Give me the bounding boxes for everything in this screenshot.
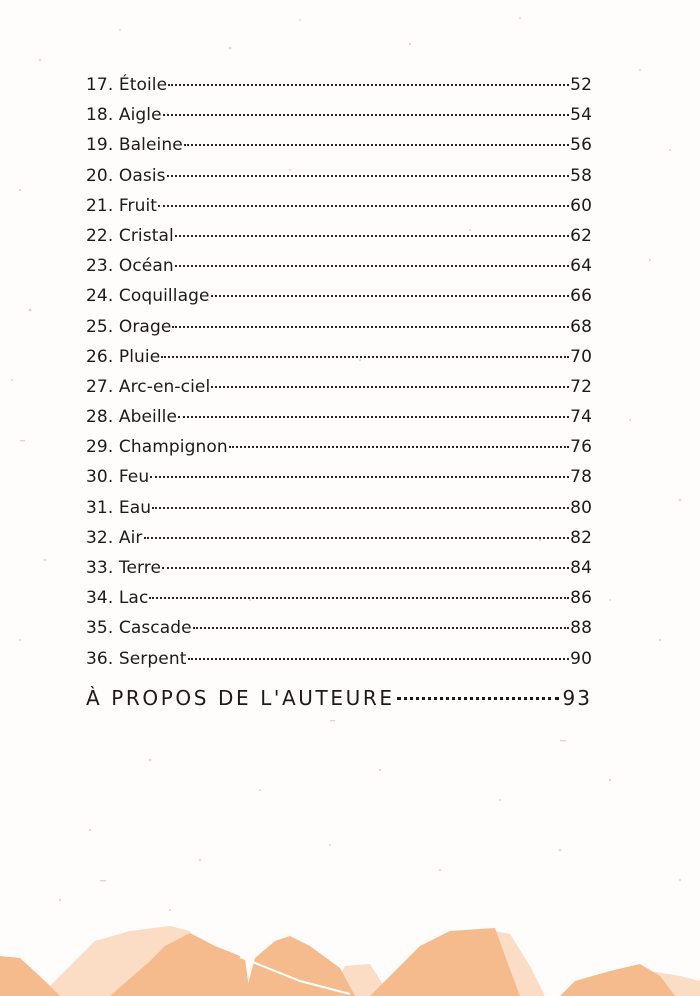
dot-leader [193,627,569,629]
dot-leader [167,175,570,177]
toc-entry-page: 76 [570,437,592,458]
toc-entry-title: 18. Aigle [86,105,162,126]
toc-entry[interactable] [86,462,592,492]
dot-leader [162,567,569,569]
toc-entry[interactable] [86,130,592,160]
dot-leader [229,446,569,448]
toc-entry[interactable] [86,523,592,553]
toc-entry[interactable] [86,312,592,342]
toc-entry-title: 32. Air [86,527,143,548]
toc-entry[interactable] [86,191,592,221]
toc-entry-title: 26. Pluie [86,346,161,367]
toc-entry-title: 19. Baleine [86,135,183,156]
dot-leader [161,356,569,358]
toc-entry-title: 36. Serpent [86,648,187,669]
toc-entry[interactable] [86,583,592,613]
toc-entry-page: 88 [570,618,592,639]
about-author-page: 93 [562,686,592,710]
dot-leader [211,295,570,297]
toc-entry-page: 66 [570,286,592,307]
toc-entry-page: 78 [570,467,592,488]
toc-entry[interactable] [86,553,592,583]
toc-entry[interactable] [86,613,592,643]
toc-entry[interactable] [86,221,592,251]
dot-leader [172,326,569,328]
toc-entry-page: 64 [570,256,592,277]
toc-entry[interactable] [86,432,592,462]
toc-entry-title: 33. Terre [86,558,162,578]
dot-leader [152,507,569,509]
dot-leader [149,597,569,599]
toc-entry-title: 25. Orage [86,316,172,337]
toc-entry-title: 27. Arc-en-ciel [86,376,211,397]
toc-entry[interactable] [86,644,592,674]
toc-entry-page: 72 [570,376,592,397]
toc-entry[interactable] [86,493,592,523]
toc-entry-title: 20. Oasis [86,165,166,186]
dot-leader [175,235,569,237]
dot-leader [397,697,559,700]
about-author-title: À PROPOS DE L'AUTEURE [86,686,395,710]
toc-entry-page: 80 [570,497,592,518]
toc-entry-page: 58 [570,165,592,186]
table-of-contents [86,70,592,674]
toc-entry-title: 35. Cascade [86,618,192,639]
toc-entry-title: 34. Lac [86,588,149,609]
toc-entry-page: 84 [570,558,592,578]
toc-entry[interactable] [86,281,592,311]
toc-entry-title: 17. Étoile [86,75,168,95]
toc-entry-page: 74 [570,407,592,428]
toc-entry-page: 54 [570,105,592,126]
toc-entry-page: 62 [570,225,592,246]
toc-entry[interactable] [86,251,592,281]
dot-leader [188,658,570,660]
dot-leader [175,265,569,267]
toc-entry-page: 90 [570,648,592,669]
dot-leader [150,476,569,478]
dot-leader [163,114,569,116]
toc-entry-title: 22. Cristal [86,225,174,246]
dot-leader [158,205,569,207]
toc-entry[interactable] [86,161,592,191]
toc-entry[interactable] [86,70,592,100]
dot-leader [178,416,569,418]
toc-entry-title: 23. Océan [86,256,174,277]
dot-leader [168,84,569,86]
toc-entry[interactable] [86,402,592,432]
dot-leader [184,144,569,146]
toc-entry-page: 60 [570,195,592,216]
toc-entry-title: 29. Champignon [86,437,228,458]
toc-entry-page: 70 [570,346,592,367]
toc-entry-title: 24. Coquillage [86,286,210,307]
toc-entry-page: 52 [570,75,592,95]
toc-entry-page: 82 [570,527,592,548]
dot-leader [144,537,570,539]
toc-entry-title: 28. Abeille [86,407,178,428]
toc-entry-about-author[interactable] [86,686,592,710]
toc-entry[interactable] [86,100,592,130]
toc-entry-title: 30. Feu [86,467,150,488]
toc-entry[interactable] [86,342,592,372]
toc-entry[interactable] [86,372,592,402]
toc-entry-title: 21. Fruit [86,195,158,216]
mountains-illustration [0,886,700,996]
toc-entry-page: 68 [570,316,592,337]
dot-leader [211,386,569,388]
toc-entry-page: 86 [570,588,592,609]
toc-entry-title: 31. Eau [86,497,152,518]
toc-entry-page: 56 [570,135,592,156]
